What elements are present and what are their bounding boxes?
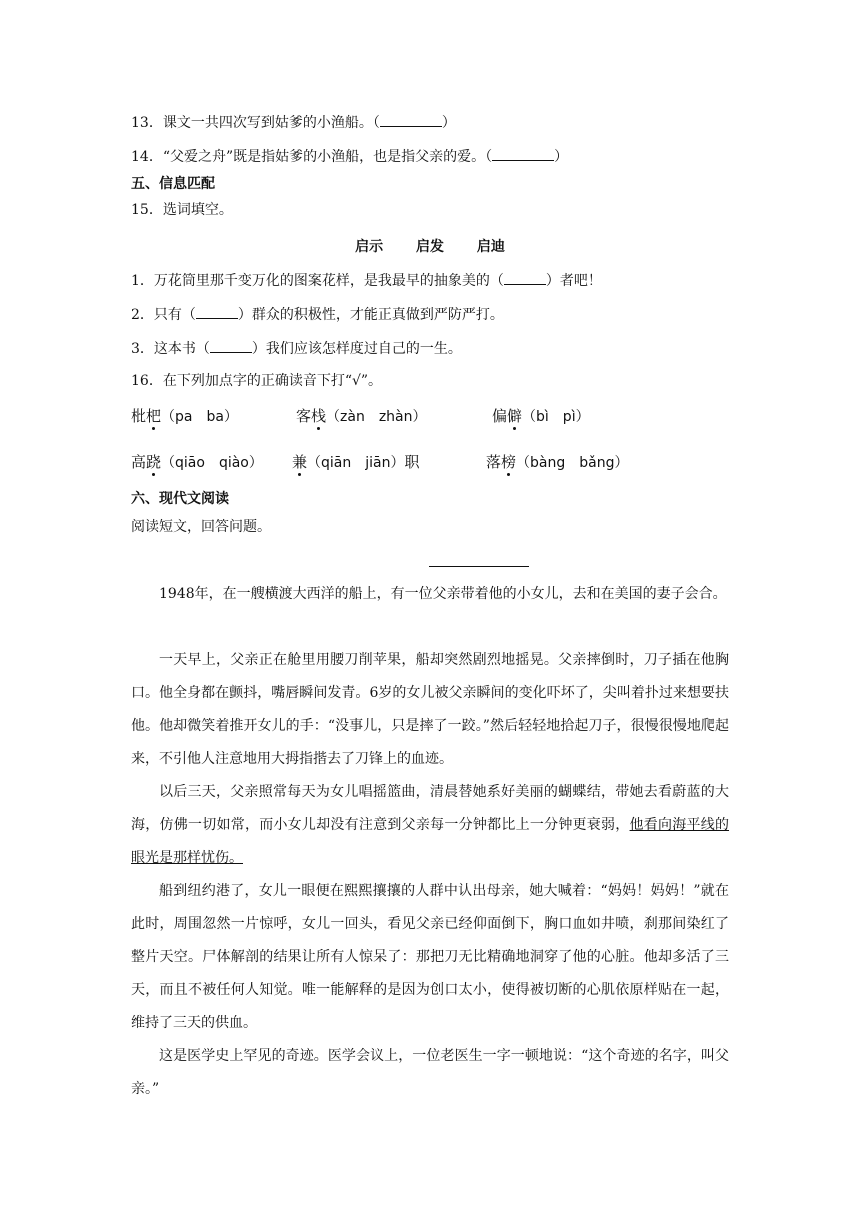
answer-blank-14[interactable] xyxy=(492,146,554,161)
pinyin-choices[interactable]: （qiāo qiào） xyxy=(161,455,263,471)
pinyin-choices[interactable]: （qiān jiān） xyxy=(307,455,405,471)
title-blank-line xyxy=(429,566,529,567)
question-13: 13．课文一共四次写到姑爹的小渔船。（ ） xyxy=(131,112,456,133)
passage-paragraph: 一天早上，父亲正在舱里用腰刀削苹果，船却突然剧烈地摇晃。父亲摔倒时，刀子插在他胸口。他全身都在颤抖，嘴唇瞬间发青。6岁的女儿被父亲瞬间的变化吓坏了，尖叫着扑过来想要扶他。他却微笑着推开女儿的手：“没事儿，只是摔了一跤。”然后轻轻地拾起刀子，很慢很慢地爬起来，不引他人注意地用大拇指揩去了刀锋上的血迹。 xyxy=(131,652,729,767)
pinyin-item: 偏僻（bì pì） xyxy=(492,407,590,425)
passage-paragraph: 1948年，在一艘横渡大西洋的船上，有一位父亲带着他的小女儿，去和在美国的妻子会合。 xyxy=(159,586,727,602)
dotted-character: 榜 xyxy=(501,453,517,471)
underlined-sentence: 他看向海平线的眼光是那样忧伤。 xyxy=(131,817,730,866)
word-options xyxy=(0,236,860,256)
fill-item-3: 3．这本书（ ）我们应该怎样度过自己的一生。 xyxy=(131,338,462,359)
pinyin-choices[interactable]: （zàn zhàn） xyxy=(326,409,427,425)
pinyin-choices[interactable]: （bàng bǎng） xyxy=(516,455,629,471)
pinyin-choices[interactable]: （bì pì） xyxy=(522,409,590,425)
dotted-character: 跷 xyxy=(146,453,162,471)
reading-instruction: 阅读短文，回答问题。 xyxy=(131,519,271,535)
pinyin-item: 兼（qiān jiān）职 xyxy=(292,453,420,471)
dotted-character: 兼 xyxy=(292,453,308,471)
question-14: 14．“父爱之舟”既是指姑爹的小渔船，也是指父亲的爱。（ ） xyxy=(131,146,568,167)
word-option: 启迪 xyxy=(476,239,505,255)
fill-blank-1[interactable] xyxy=(504,270,546,285)
pinyin-item: 高跷（qiāo qiào） xyxy=(131,453,263,471)
fill-blank-3[interactable] xyxy=(210,338,252,353)
fill-blank-2[interactable] xyxy=(196,304,238,319)
pinyin-item: 枇杷（pa ba） xyxy=(131,407,238,425)
dotted-character: 杷 xyxy=(146,407,162,425)
question-15: 15．选词填空。 xyxy=(131,202,233,218)
dotted-character: 栈 xyxy=(311,407,327,425)
fill-item-2: 2．只有（ ）群众的积极性，才能正真做到严防严打。 xyxy=(131,304,504,325)
pinyin-choices[interactable]: （pa ba） xyxy=(161,409,238,425)
answer-blank-13[interactable] xyxy=(380,112,442,127)
pinyin-item: 客栈（zàn zhàn） xyxy=(296,407,427,425)
passage-paragraph: 以后三天，父亲照常每天为女儿唱摇篮曲，清晨替她系好美丽的蝴蝶结，带她去看蔚蓝的大海，仿佛一切如常，而小女儿却没有注意到父亲每一分钟都比上一分钟更衰弱，他看向海平线的眼光是那样忧伤。 xyxy=(131,784,730,866)
section-heading-6: 六、现代文阅读 xyxy=(131,491,229,507)
fill-item-1: 1．万花筒里那千变万化的图案花样，是我最早的抽象美的（ ）者吧！ xyxy=(131,270,602,291)
word-option: 启示 xyxy=(355,239,384,255)
word-option: 启发 xyxy=(416,239,444,255)
passage-paragraph: 这是医学史上罕见的奇迹。医学会议上，一位老医生一字一顿地说：“这个奇迹的名字，叫父亲。” xyxy=(131,1048,729,1097)
pinyin-item: 落榜（bàng bǎng） xyxy=(486,453,629,471)
dotted-character: 僻 xyxy=(507,407,523,425)
question-16: 16．在下列加点字的正确读音下打“√”。 xyxy=(131,373,383,389)
section-heading-5: 五、信息匹配 xyxy=(131,176,215,192)
passage-paragraph: 船到纽约港了，女儿一眼便在熙熙攘攘的人群中认出母亲，她大喊着：“妈妈！妈妈！”就在此时，周围忽然一片惊呼，女儿一回头，看见父亲已经仰面倒下，胸口血如井喷，刹那间染红了整片天空。尸体解剖的结果让所有人惊呆了：那把刀无比精确地洞穿了他的心脏。他却多活了三天，而且不被任何人知觉。唯一能解释的是因为创口太小，使得被切断的心肌依原样贴在一起，维持了三天的供血。 xyxy=(131,883,729,1031)
